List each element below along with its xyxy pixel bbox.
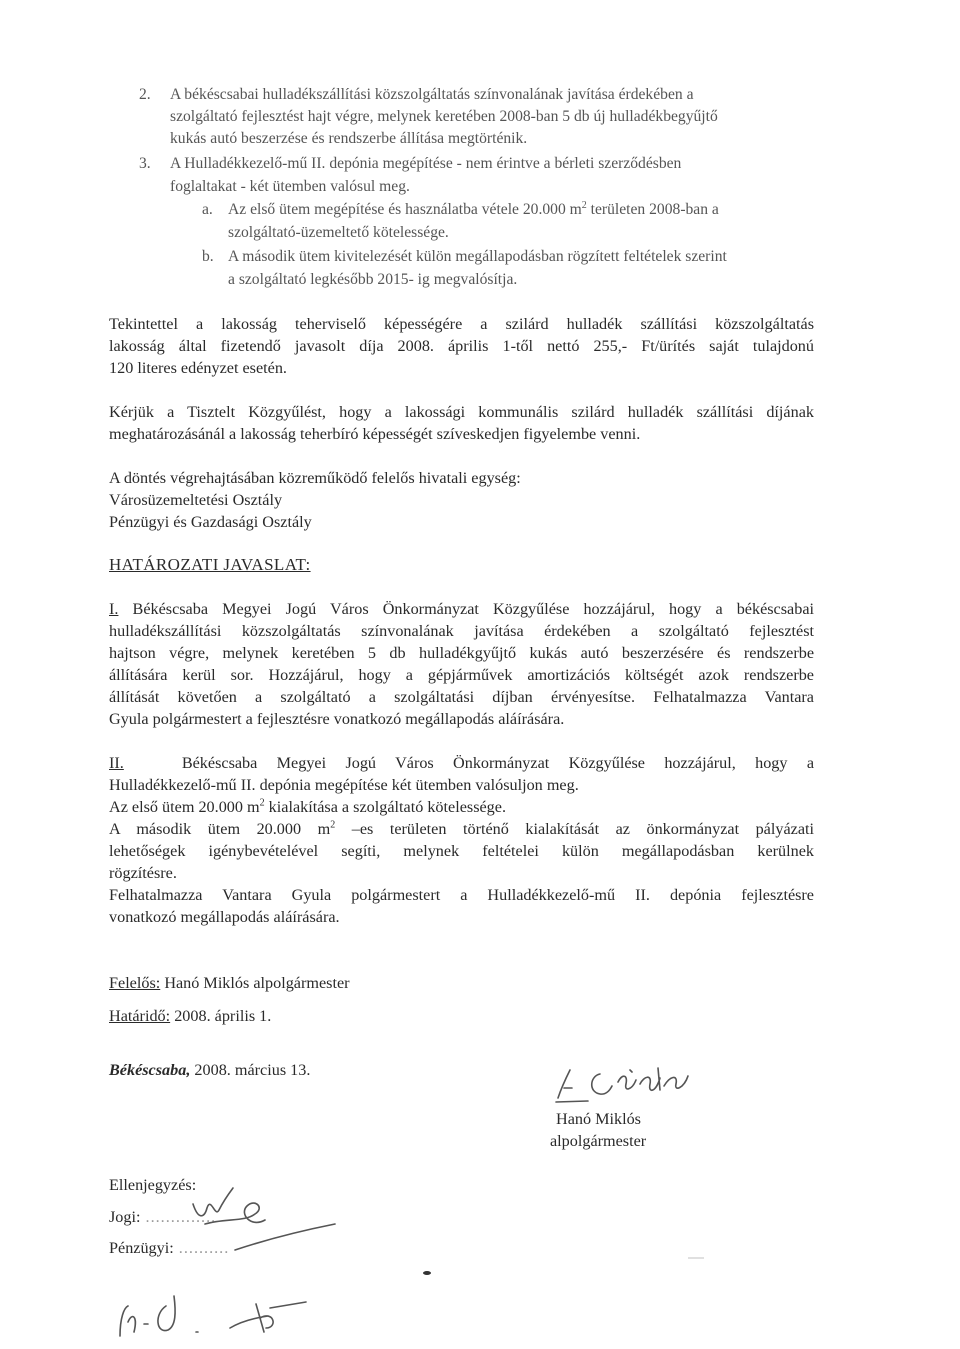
resolution-2-line4-text: A második ütem 20.000 m xyxy=(109,820,331,838)
resolution-1-line1-text: Békéscsaba Megyei Jogú Város Önkormányzat Közgyűlése hozzájárul, hogy a békéscsabai xyxy=(132,600,815,618)
resolution-2-line8: vonatkozó megállapodás aláírására. xyxy=(109,908,340,926)
superscript: 2 xyxy=(581,199,587,211)
resolution-1-line2: hulladékszállítási közszolgáltatás színvonalának javítása érdekében a szolgáltató fejlesztést xyxy=(109,622,814,640)
list-item-2-line2: szolgáltató fejlesztést hajt végre, melynek keretében 2008-ban 5 db új hulladékbegyűjtő xyxy=(170,108,718,125)
resolution-2-line1-text: Békéscsaba Megyei Jogú Város Önkormányzat Közgyűlése hozzájárul, hogy a xyxy=(181,754,814,772)
deadline-line xyxy=(109,1005,271,1027)
resolution-1-number: I. xyxy=(109,600,119,618)
list-item-3-line1: A Hulladékkezelő-mű II. depónia megépítése - nem érintve a bérleti szerződésben xyxy=(170,155,682,172)
list-item-2-line3: kukás autó beszerzése és rendszerbe állítása megtörténik. xyxy=(170,130,528,147)
signatory-title: alpolgármester xyxy=(550,1132,647,1150)
resolution-1-line1 xyxy=(109,598,814,620)
resolution-2-line3-text: Az első ütem 20.000 m xyxy=(109,798,260,816)
resolution-2-line1 xyxy=(109,752,814,774)
initials-scribble xyxy=(110,1288,370,1349)
responsible-unit-1: Városüzemeltetési Osztály xyxy=(109,491,283,509)
responsible-units-intro: A döntés végrehajtásában közreműködő felelős hivatali egység: xyxy=(109,469,521,487)
countersign-financial: Pénzügyi: .......... xyxy=(109,1239,230,1257)
resolution-2-line3 xyxy=(109,796,506,818)
signatory-name: Hanó Miklós xyxy=(556,1110,641,1128)
paragraph-2-line2: meghatározásánál a lakosság teherbíró képességét szíveskedjen figyelembe venni. xyxy=(109,425,641,443)
sub-item-a-line2: szolgáltató-üzemeltető kötelessége. xyxy=(228,224,449,241)
resolution-heading: HATÁROZATI JAVASLAT: xyxy=(109,555,311,574)
paragraph-1-line3: 120 literes edényzet esetén. xyxy=(109,359,287,377)
paragraph-1-line1: Tekintettel a lakosság teherviselő képességére a szilárd hulladék szállítási közszolgáltatás xyxy=(109,315,814,333)
list-item-2-line1: A békéscsabai hulladékszállítási közszolgáltatás színvonalának javítása érdekében a xyxy=(170,86,694,103)
sub-item-a-text-end: területen 2008-ban a xyxy=(586,201,719,218)
sub-item-b-line1: A második ütem kivitelezését külön megállapodásban rögzített feltételek szerint xyxy=(228,248,727,265)
resolution-2-line4-text-end: –es területen történő kialakítását az önkormányzat pályázati xyxy=(335,820,815,838)
responsible-value: Hanó Miklós alpolgármester xyxy=(160,974,350,992)
responsible-label: Felelős: xyxy=(109,974,161,992)
sub-item-b-label: b. xyxy=(202,248,214,265)
deadline-value: 2008. április 1. xyxy=(170,1007,272,1025)
paragraph-2-line1: Kérjük a Tisztelt Közgyűlést, hogy a lakossági kommunális szilárd hulladék szállítási díjának xyxy=(109,403,814,421)
bullet-mark xyxy=(422,1263,434,1281)
list-item-3-line2: foglaltakat - két ütemben valósul meg. xyxy=(170,178,410,195)
countersign-legal: Jogi: .............. xyxy=(109,1208,217,1226)
list-item-3-number: 3. xyxy=(139,155,151,172)
resolution-1-line5: állítását követően a szolgáltató a szolgáltatási díjban érvényesítse. Felhatalmazza Vantara xyxy=(109,688,814,706)
sub-item-a-line1 xyxy=(228,199,719,221)
sub-item-b-line2: a szolgáltató legkésőbb 2015- ig megvalósítja. xyxy=(228,271,518,288)
resolution-1-line6: Gyula polgármestert a fejlesztésre vonatkozó megállapodás aláírására. xyxy=(109,710,565,728)
responsible-line xyxy=(109,972,350,994)
resolution-2-line7: Felhatalmazza Vantara Gyula polgármestert a Hulladékkezelő-mű II. depónia fejlesztésre xyxy=(109,886,814,904)
resolution-2-number: II. xyxy=(109,754,124,772)
dash-mark xyxy=(688,1247,708,1265)
resolution-1-line3: hajtson végre, melynek keretében 5 db hulladékgyűjtő kukás autó beszerzésére és rendszerbe xyxy=(109,644,814,662)
list-item-2-number: 2. xyxy=(139,86,151,103)
paragraph-1-line2: lakosság által fizetendő javasolt díja 2008. április 1-től nettó 255,- Ft/ürítés saját tulajdonú xyxy=(109,337,814,355)
handwritten-signature xyxy=(548,1058,698,1111)
countersign-label: Ellenjegyzés: xyxy=(109,1176,197,1194)
sub-item-a-text: Az első ütem megépítése és használatba vétele 20.000 m xyxy=(228,201,582,218)
resolution-2-line6: rögzítésre. xyxy=(109,864,177,882)
resolution-1-line4: állítására kerül sor. Hozzájárul, hogy a gépjárművek amortizációs költségét azok rendszerbe xyxy=(109,666,814,684)
date-value: 2008. március 13. xyxy=(190,1061,311,1079)
deadline-label: Határidő: xyxy=(109,1007,171,1025)
responsible-unit-2: Pénzügyi és Gazdasági Osztály xyxy=(109,513,312,531)
countersign-initials xyxy=(175,1178,355,1263)
superscript: 2 xyxy=(259,797,265,809)
date-place: Békéscsaba, xyxy=(109,1061,191,1079)
resolution-2-line2: Hulladékkezelő-mű II. depónia megépítése két ütemben valósuljon meg. xyxy=(109,776,579,794)
sub-item-a-label: a. xyxy=(202,201,213,218)
date-line xyxy=(109,1059,310,1081)
superscript: 2 xyxy=(330,819,336,831)
resolution-2-line5: lehetőségek igénybevételével segíti, melynek feltételei külön megállapodásban kerülnek xyxy=(109,842,814,860)
countersign-legal-label: Jogi: xyxy=(109,1208,141,1226)
resolution-2-line3-text-end: kialakítása a szolgáltató kötelessége. xyxy=(264,798,506,816)
countersign-financial-label: Pénzügyi: xyxy=(109,1239,174,1257)
resolution-2-line4 xyxy=(109,818,814,840)
